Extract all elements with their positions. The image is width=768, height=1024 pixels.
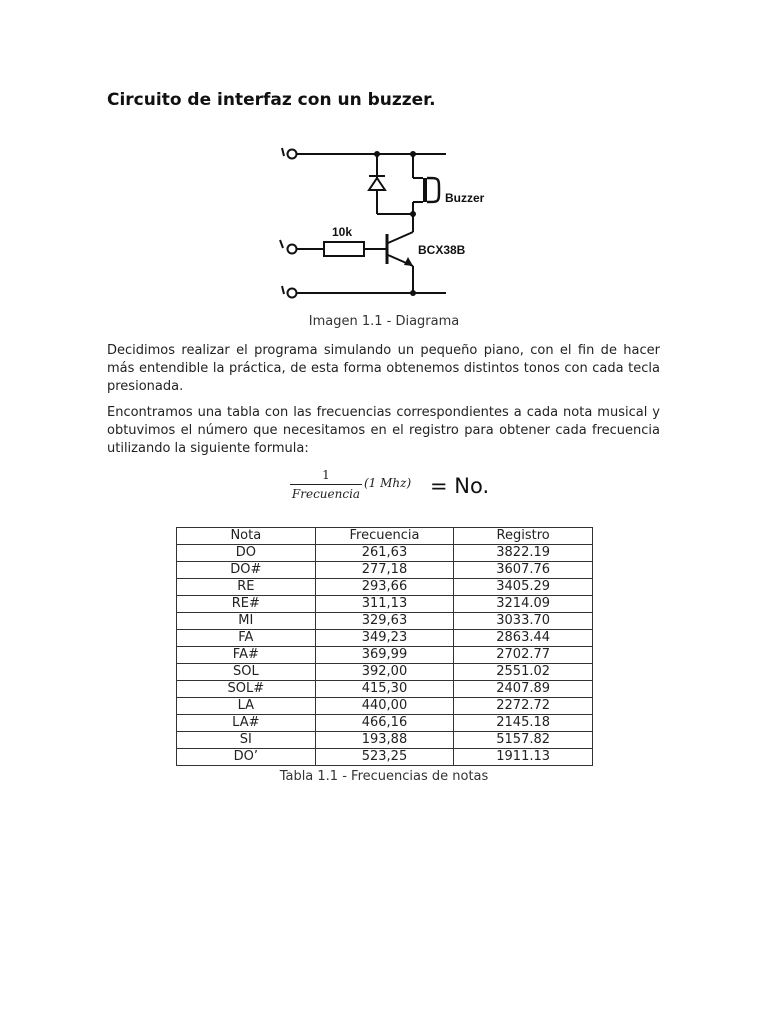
- cell-registro: 3607.76: [454, 562, 593, 579]
- table-row: [177, 749, 593, 766]
- formula-numerator: 1: [322, 468, 330, 482]
- cell-nota: RE: [177, 579, 316, 596]
- cell-registro: 1911.13: [454, 749, 593, 766]
- cell-frecuencia: 349,23: [315, 630, 454, 647]
- table-row: [177, 562, 593, 579]
- table-row: [177, 664, 593, 681]
- table-row: [177, 732, 593, 749]
- cell-registro: 3405.29: [454, 579, 593, 596]
- circuit-diagram: [276, 140, 496, 305]
- cell-registro: 3822.19: [454, 545, 593, 562]
- cell-registro: 2551.02: [454, 664, 593, 681]
- table-body: [177, 545, 593, 766]
- frequency-table: [176, 527, 593, 766]
- cell-nota: DO: [177, 545, 316, 562]
- cell-frecuencia: 277,18: [315, 562, 454, 579]
- cell-registro: 5157.82: [454, 732, 593, 749]
- formula-fraction: [288, 466, 364, 503]
- cell-frecuencia: 415,30: [315, 681, 454, 698]
- cell-registro: 2863.44: [454, 630, 593, 647]
- cell-nota: SI: [177, 732, 316, 749]
- cell-nota: DO#: [177, 562, 316, 579]
- cell-frecuencia: 392,00: [315, 664, 454, 681]
- table-row: [177, 596, 593, 613]
- table-row: [177, 545, 593, 562]
- header-frecuencia: Frecuencia: [315, 528, 454, 545]
- transistor-label: BCX38B: [418, 243, 466, 257]
- table-row: [177, 647, 593, 664]
- table-row: [177, 698, 593, 715]
- document-title: Circuito de interfaz con un buzzer.: [107, 90, 436, 110]
- cell-frecuencia: 369,99: [315, 647, 454, 664]
- table-row: [177, 681, 593, 698]
- cell-frecuencia: 193,88: [315, 732, 454, 749]
- cell-nota: RE#: [177, 596, 316, 613]
- table-row: [177, 715, 593, 732]
- cell-registro: 2145.18: [454, 715, 593, 732]
- paragraph-intro: Decidimos realizar el programa simulando un pequeño piano, con el fin de hacer más entendible la práctica, de esta forma obtenemos distintos tonos con cada tecla presionada.: [107, 343, 660, 394]
- cell-nota: MI: [177, 613, 316, 630]
- resistor-label: 10k: [332, 225, 353, 239]
- cell-frecuencia: 466,16: [315, 715, 454, 732]
- formula: [288, 466, 528, 510]
- table-caption: Tabla 1.1 - Frecuencias de notas: [279, 769, 489, 784]
- cell-nota: LA#: [177, 715, 316, 732]
- formula-result: = No.: [430, 474, 490, 498]
- cell-registro: 3214.09: [454, 596, 593, 613]
- cell-registro: 2272.72: [454, 698, 593, 715]
- cell-frecuencia: 523,25: [315, 749, 454, 766]
- cell-nota: LA: [177, 698, 316, 715]
- cell-registro: 3033.70: [454, 613, 593, 630]
- table-header-row: [177, 528, 593, 545]
- cell-nota: DO’: [177, 749, 316, 766]
- cell-registro: 2407.89: [454, 681, 593, 698]
- cell-frecuencia: 311,13: [315, 596, 454, 613]
- cell-nota: SOL: [177, 664, 316, 681]
- header-nota: Nota: [177, 528, 316, 545]
- table-row: [177, 613, 593, 630]
- cell-nota: FA#: [177, 647, 316, 664]
- cell-nota: FA: [177, 630, 316, 647]
- cell-frecuencia: 329,63: [315, 613, 454, 630]
- paragraph-table-intro: Encontramos una tabla con las frecuencias correspondientes a cada nota musical y obtuvimos el número que necesitamos en el registro para obtener cada frecuencia utilizando la siguiente formula:: [107, 405, 660, 456]
- diagram-caption: Imagen 1.1 - Diagrama: [308, 314, 460, 329]
- cell-frecuencia: 293,66: [315, 579, 454, 596]
- formula-denominator: Frecuencia: [291, 487, 361, 501]
- table-row: [177, 579, 593, 596]
- cell-frecuencia: 261,63: [315, 545, 454, 562]
- cell-registro: 2702.77: [454, 647, 593, 664]
- buzzer-label: Buzzer: [445, 191, 485, 205]
- cell-nota: SOL#: [177, 681, 316, 698]
- header-registro: Registro: [454, 528, 593, 545]
- table-row: [177, 630, 593, 647]
- formula-multiplier: (1 Mhz): [364, 476, 412, 490]
- cell-frecuencia: 440,00: [315, 698, 454, 715]
